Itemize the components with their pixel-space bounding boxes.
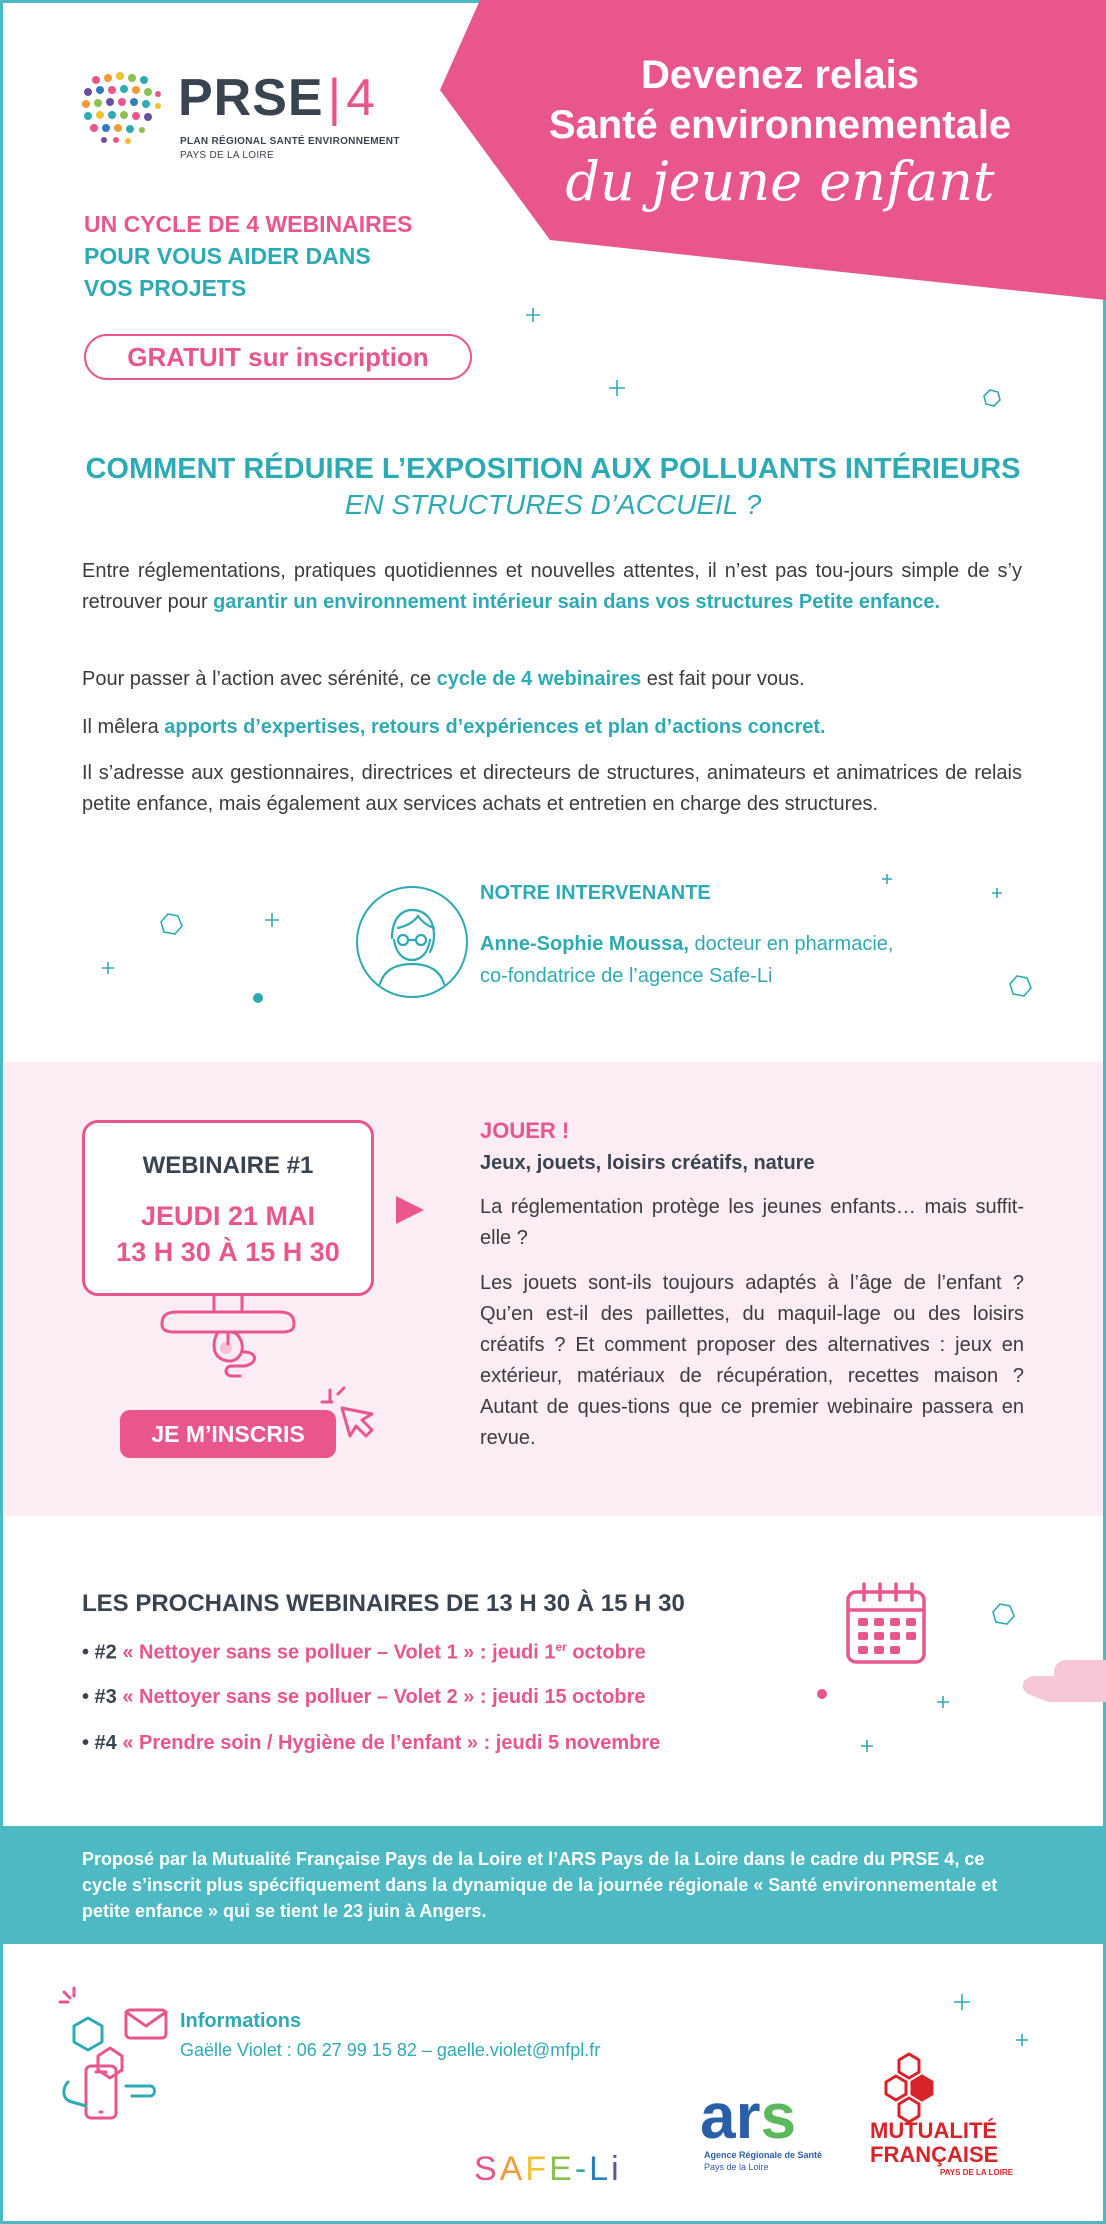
info-contact: Gaëlle Violet : 06 27 99 15 82 – gaelle.violet@mfpl.fr [180,2040,601,2060]
info-title: Informations [180,2010,302,2032]
paragraph-content: Il mêlera apports d’expertises, retours d’expériences et plan d’actions concret. [82,716,826,738]
arrow-right-icon [392,1192,428,1228]
next-webinars-title: LES PROCHAINS WEBINAIRES DE 13 H 30 À 15 H 30 [82,1590,685,1617]
mutualite-logo-line2: FRANÇAISE [870,2142,999,2167]
mutualite-logo-line1: MUTUALITÉ [870,2118,998,2143]
speaker-avatar [356,886,468,998]
safeli-logo: SAFE-Li [474,2150,622,2188]
webinar1-title: WEBINAIRE #1 [142,1152,314,1179]
ars-logo: ars [700,2080,797,2152]
free-badge: GRATUIT sur inscription [84,334,472,380]
ars-logo-subtitle: Agence Régionale de Santé [704,2150,823,2160]
webinar1-description-1: La réglementation protège les jeunes enfants… mais suffit-elle ? [480,1196,1024,1249]
contact-devices-icon [56,1986,176,2126]
register-button[interactable]: JE M’INSCRIS [120,1410,336,1458]
person-icon [358,888,466,996]
next-webinar-item: • #2 « Nettoyer sans se polluer – Volet 1 » : jeudi 1er octobre [82,1640,646,1664]
prse-logo-subtitle: PLAN RÉGIONAL SANTÉ ENVIRONNEMENT [180,136,400,147]
next-webinar-item: • #4 « Prendre soin / Hygiène de l’enfant » : jeudi 5 novembre [82,1732,661,1754]
banner-script: du jeune enfant [565,150,995,213]
mutualite-logo-region: PAYS DE LA LOIRE [940,2168,1014,2177]
proposal-text: Proposé par la Mutualité Française Pays de la Loire et l’ARS Pays de la Loire dans le cadre du PRSE 4, ce cycle s’inscrit plus spécifiquement dans la dynamique de la journée régionale « Santé environnementale et petite enfance » qui se tient le 23 juin à Angers. [82,1849,998,1921]
webinar1-datetime: JEUDI 21 MAI 13 H 30 À 15 H 30 [116,1201,340,1267]
speaker-details: Anne-Sophie Moussa, docteur en pharmacie, co-fondatrice de l’agence Safe-Li [480,933,894,987]
prse-logo-dots [80,70,170,150]
paragraph-cycle: Pour passer à l’action avec sérénité, ce cycle de 4 webinaires est fait pour vous. [82,668,805,690]
speaker-label: NOTRE INTERVENANTE [480,882,711,904]
paragraph-audience: Il s’adresse aux gestionnaires, directrices et directeurs de structures, animateurs et animatrices de relais petite enfance, mais également aux services achats et entretien en charge des structures. [82,762,1022,815]
cycle-intro: UN CYCLE DE 4 WEBINAIRES POUR VOUS AIDER DANS VOS PROJETS [84,211,413,301]
banner-title: Devenez relais Santé environnementale [548,53,1012,147]
main-subheadline: EN STRUCTURES D’ACCUEIL ? [344,489,762,520]
paragraph-intro: Entre réglementations, pratiques quotidiennes et nouvelles attentes, il n’est pas tou-jours simple de s’y retrouver pour garantir un environnement intérieur sain dans vos structures Petite enfance. [82,560,1022,613]
hand-illustration [1010,1650,1106,1730]
webinar1-subtitle: Jeux, jouets, loisirs créatifs, nature [480,1152,815,1174]
cursor-click-icon [320,1386,376,1442]
ars-logo-region: Pays de la Loire [704,2162,769,2172]
prse-logo-word: PRSE|4 [178,69,377,127]
calendar-icon [842,1580,930,1668]
webinar1-theme: JOUER ! [480,1118,570,1143]
webinar1-description-2: Les jouets sont-ils toujours adaptés à l’âge de l’enfant ? Qu’en est-il des paillettes, du maquil-lage ou des loisirs créatifs ? Et comment proposer des alternatives : jeux en extérieur, matériaux de récupération, recettes maison ? Autant de ques-tions que ce premier webinaire passera en revue. [480,1272,1024,1449]
main-headline: COMMENT RÉDUIRE L’EXPOSITION AUX POLLUANTS INTÉRIEURS [85,453,1021,485]
monitor-stand-mouse-icon [148,1294,308,1384]
prse-logo-region: PAYS DE LA LOIRE [180,150,274,161]
next-webinar-item: • #3 « Nettoyer sans se polluer – Volet 2 » : jeudi 15 octobre [82,1686,646,1708]
